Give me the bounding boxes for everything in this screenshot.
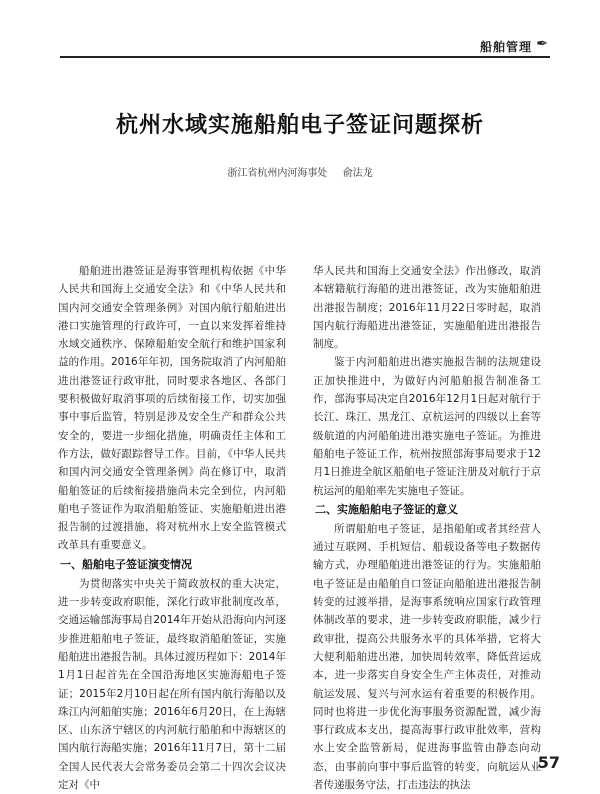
article-title: 杭州水域实施船舶电子签证问题探析 [115,113,484,138]
intro-paragraph: 船舶进出港签证是海事管理机构依据《中华人民共和国海上交通安全法》和《中华人民共和国内河交通安全管理条例》对国内航行船舶进出港口实施管理的行政许可，一直以来发挥着维持水域交通秩序、保障船舶安全航行和维护国家利益的作用。2016年年初，国务院取消了内河船舶进出港签证行政审批，同时要求各地区、各部门要积极做好取消事项的后续衔接工作，切实加强事中事后监管，特别是涉及安全生产和群众公共安全的，要进一步细化措施，明确责任主体和工作方法，做好跟踪督导工作。目前，《中华人民共和国内河交通安全管理条例》尚在修订中，取消船舶签证的后续衔接措施尚未完全到位，内河船舶电子签证作为取消船舶签证、实施船舶进出港报告制的过渡措施，将对杭州水上安全监管模式改革具有重要意义。 [58,265,286,552]
header-rule [60,56,550,58]
continued-paragraph: 华人民共和国海上交通安全法》作出修改，取消本辖籍航行海船的进出港签证，改为实施船舶进出港报告制度；2016年11月22日零时起，取消国内航行海船进出港签证，实施船舶进出港报告制度。 [313,265,541,351]
pen-nib-icon: ✒ [536,36,548,52]
page-number: 57 [537,753,560,772]
author-name: 俞法龙 [342,168,373,179]
byline [0,164,600,179]
left-column [58,262,286,792]
section-heading-2: 二、实施船舶电子签证的意义 [315,502,458,516]
section1-paragraph: 为贯彻落实中央关于简政放权的重大决定，进一步转变政府职能，深化行政审批制度改革，交通运输部海事局自2014年开始从沿海向内河逐步推进船舶电子签证，最终取消船舶签证，实施船舶进出港报告制。具体过渡历程如下：2014年1月1日起首先在全国沿海地区实施海船电子签证；2015年2月10日起在所有国内航行海船以及珠江内河船舶实施；2016年6月20日，在上海辖区、山东济宁辖区的内河航行船舶和中海辖区的国内航行海船实施；2016年11月7日，第十二届全国人民代表大会常务委员会第二十四次会议决定对《中 [58,577,286,792]
paragraph-2: 鉴于内河船舶进出港实施报告制的法规建设正加快推进中，为做好内河船舶报告制准备工作，部海事局决定自2016年12月1日起对航行于长江、珠江、黑龙江、京杭运河的四级以上套等级航道的内河船舶进出港实施电子签证。为推进船舶电子签证工作，杭州按照部海事局要求于12月1日推进全航区船舶电子签证注册及对航行于京杭运河的船舶率先实施电子签证。 [313,356,541,497]
right-column [313,262,541,792]
author-affiliation: 浙江省杭州内河海事处 [227,168,328,179]
section2-paragraph: 所谓船舶电子签证，是指船舶或者其经营人通过互联网、手机短信、船载设备等电子数据传输方式，办理船舶进出港签证的行为。实施船舶电子签证是由船舶自口签证向船舶进出港报告制转变的过渡举措，是海事系统响应国家行政管理体制改革的要求，进一步转变政府职能，减少行政审批，提高公共服务水平的具体举措，它将大大便利船舶进出港，加快周转效率，降低营运成本，进一步落实自身安全生产主体责任，对推动航运发展、复兴与河水运有着重要的积极作用。同时也将进一步优化海事服务资源配置，减少海事行政成本支出，提高海事行政审批效率，营构水上安全监管新局，促进海事监管由静态向动态，由事前向事中事后监管的转变，向航运从业者传递服务守法，打击违法的执法 [313,522,541,792]
column-tag: 船舶管理 [479,40,532,54]
section-heading-1: 一、船舶电子签证演变情况 [60,557,192,571]
